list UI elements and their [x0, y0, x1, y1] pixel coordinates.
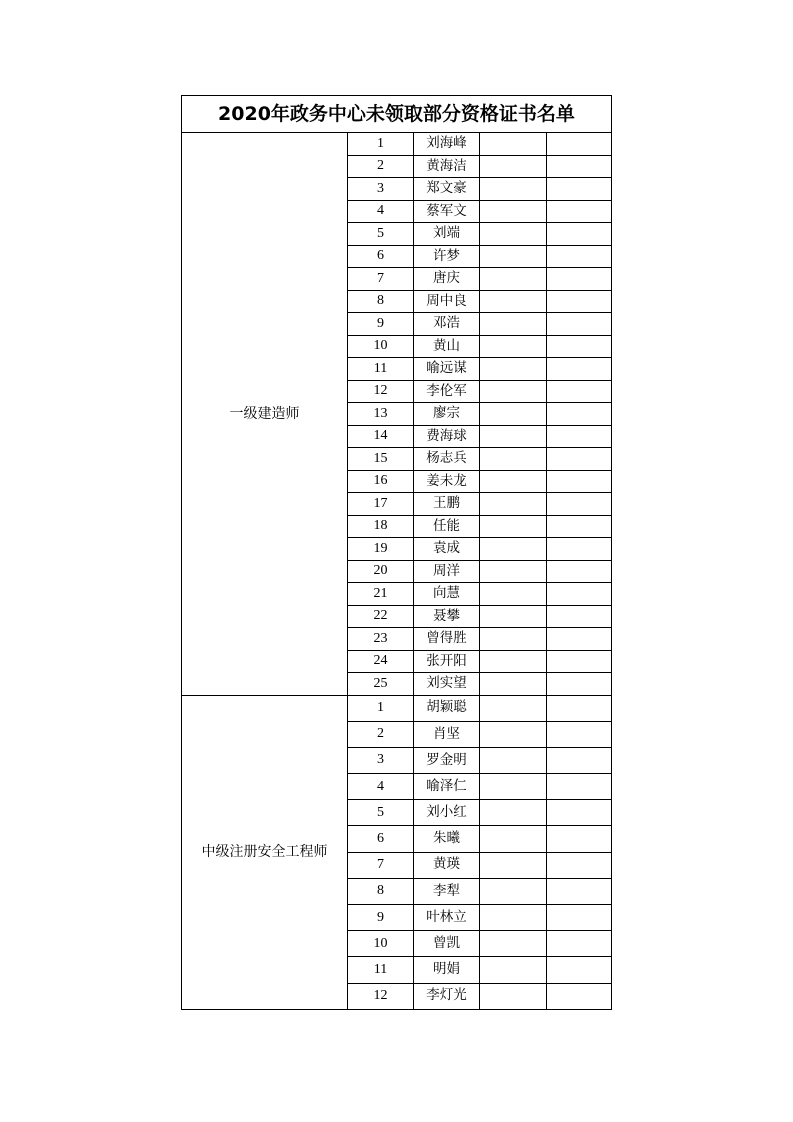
index-cell: 11 [348, 957, 414, 983]
name-cell: 刘实望 [414, 673, 480, 696]
empty-cell [547, 774, 612, 800]
empty-cell [547, 245, 612, 268]
index-cell: 25 [348, 673, 414, 696]
empty-cell [547, 650, 612, 673]
name-cell: 杨志兵 [414, 448, 480, 471]
empty-cell [480, 931, 547, 957]
empty-cell [480, 983, 547, 1009]
name-cell: 曾得胜 [414, 628, 480, 651]
name-cell: 唐庆 [414, 268, 480, 291]
empty-cell [547, 605, 612, 628]
name-cell: 李灯光 [414, 983, 480, 1009]
empty-cell [547, 721, 612, 747]
index-cell: 4 [348, 200, 414, 223]
empty-cell [480, 560, 547, 583]
empty-cell [480, 470, 547, 493]
empty-cell [480, 155, 547, 178]
empty-cell [480, 905, 547, 931]
name-cell: 任能 [414, 515, 480, 538]
index-cell: 8 [348, 878, 414, 904]
empty-cell [547, 826, 612, 852]
empty-cell [547, 852, 612, 878]
empty-cell [547, 583, 612, 606]
empty-cell [480, 358, 547, 381]
empty-cell [547, 425, 612, 448]
empty-cell [547, 448, 612, 471]
index-cell: 9 [348, 905, 414, 931]
empty-cell [480, 425, 547, 448]
empty-cell [547, 403, 612, 426]
name-cell: 喻远谋 [414, 358, 480, 381]
index-cell: 14 [348, 425, 414, 448]
empty-cell [480, 493, 547, 516]
name-cell: 曾凯 [414, 931, 480, 957]
name-cell: 王鹏 [414, 493, 480, 516]
name-cell: 费海球 [414, 425, 480, 448]
empty-cell [480, 583, 547, 606]
empty-cell [480, 605, 547, 628]
empty-cell [480, 852, 547, 878]
empty-cell [547, 673, 612, 696]
name-cell: 姜未龙 [414, 470, 480, 493]
empty-cell [547, 695, 612, 721]
index-cell: 9 [348, 313, 414, 336]
empty-cell [547, 983, 612, 1009]
name-cell: 黄海洁 [414, 155, 480, 178]
index-cell: 19 [348, 538, 414, 561]
empty-cell [480, 380, 547, 403]
index-cell: 16 [348, 470, 414, 493]
name-cell: 黄瑛 [414, 852, 480, 878]
name-cell: 张开阳 [414, 650, 480, 673]
index-cell: 15 [348, 448, 414, 471]
empty-cell [480, 673, 547, 696]
name-cell: 李伦军 [414, 380, 480, 403]
empty-cell [547, 931, 612, 957]
index-cell: 11 [348, 358, 414, 381]
index-cell: 12 [348, 983, 414, 1009]
name-cell: 周中良 [414, 290, 480, 313]
name-cell: 廖宗 [414, 403, 480, 426]
name-cell: 刘端 [414, 223, 480, 246]
name-cell: 袁成 [414, 538, 480, 561]
empty-cell [480, 628, 547, 651]
empty-cell [547, 905, 612, 931]
empty-cell [480, 515, 547, 538]
empty-cell [480, 800, 547, 826]
empty-cell [547, 358, 612, 381]
index-cell: 2 [348, 155, 414, 178]
empty-cell [480, 200, 547, 223]
index-cell: 4 [348, 774, 414, 800]
index-cell: 21 [348, 583, 414, 606]
empty-cell [547, 560, 612, 583]
name-cell: 刘小红 [414, 800, 480, 826]
index-cell: 13 [348, 403, 414, 426]
name-cell: 肖坚 [414, 721, 480, 747]
name-cell: 叶林立 [414, 905, 480, 931]
name-cell: 胡颖聪 [414, 695, 480, 721]
index-cell: 10 [348, 335, 414, 358]
empty-cell [547, 493, 612, 516]
name-cell: 周洋 [414, 560, 480, 583]
name-cell: 向慧 [414, 583, 480, 606]
empty-cell [547, 268, 612, 291]
empty-cell [547, 200, 612, 223]
empty-cell [480, 335, 547, 358]
index-cell: 7 [348, 268, 414, 291]
index-cell: 24 [348, 650, 414, 673]
index-cell: 6 [348, 245, 414, 268]
empty-cell [547, 628, 612, 651]
index-cell: 7 [348, 852, 414, 878]
name-cell: 明娟 [414, 957, 480, 983]
empty-cell [480, 878, 547, 904]
empty-cell [547, 538, 612, 561]
index-cell: 3 [348, 178, 414, 201]
empty-cell [480, 178, 547, 201]
empty-cell [547, 470, 612, 493]
empty-cell [547, 878, 612, 904]
empty-cell [547, 800, 612, 826]
empty-cell [480, 403, 547, 426]
empty-cell [480, 650, 547, 673]
name-cell: 罗金明 [414, 747, 480, 773]
name-cell: 许梦 [414, 245, 480, 268]
index-cell: 20 [348, 560, 414, 583]
empty-cell [480, 133, 547, 156]
index-cell: 17 [348, 493, 414, 516]
category-cell: 一级建造师 [182, 133, 348, 696]
table-row [182, 133, 612, 156]
index-cell: 1 [348, 695, 414, 721]
index-cell: 5 [348, 800, 414, 826]
category-cell: 中级注册安全工程师 [182, 695, 348, 1009]
index-cell: 23 [348, 628, 414, 651]
empty-cell [480, 313, 547, 336]
index-cell: 8 [348, 290, 414, 313]
index-cell: 3 [348, 747, 414, 773]
index-cell: 22 [348, 605, 414, 628]
name-cell: 刘海峰 [414, 133, 480, 156]
empty-cell [547, 133, 612, 156]
empty-cell [547, 335, 612, 358]
name-cell: 李犁 [414, 878, 480, 904]
empty-cell [547, 957, 612, 983]
name-cell: 黄山 [414, 335, 480, 358]
empty-cell [547, 515, 612, 538]
empty-cell [480, 268, 547, 291]
index-cell: 18 [348, 515, 414, 538]
index-cell: 6 [348, 826, 414, 852]
index-cell: 10 [348, 931, 414, 957]
name-cell: 郑文豪 [414, 178, 480, 201]
empty-cell [547, 313, 612, 336]
empty-cell [547, 155, 612, 178]
index-cell: 12 [348, 380, 414, 403]
certificate-list-table [181, 95, 612, 1010]
empty-cell [547, 290, 612, 313]
empty-cell [480, 448, 547, 471]
table-row [182, 695, 612, 721]
empty-cell [480, 957, 547, 983]
empty-cell [480, 747, 547, 773]
index-cell: 1 [348, 133, 414, 156]
empty-cell [480, 538, 547, 561]
index-cell: 2 [348, 721, 414, 747]
name-cell: 朱曦 [414, 826, 480, 852]
index-cell: 5 [348, 223, 414, 246]
empty-cell [547, 747, 612, 773]
document-title: 2020年政务中心未领取部分资格证书名单 [182, 96, 612, 133]
empty-cell [480, 245, 547, 268]
empty-cell [547, 380, 612, 403]
empty-cell [480, 223, 547, 246]
name-cell: 邓浩 [414, 313, 480, 336]
empty-cell [480, 721, 547, 747]
empty-cell [547, 178, 612, 201]
empty-cell [480, 695, 547, 721]
name-cell: 聂攀 [414, 605, 480, 628]
empty-cell [480, 826, 547, 852]
name-cell: 喻泽仁 [414, 774, 480, 800]
empty-cell [480, 290, 547, 313]
title-row [182, 96, 612, 133]
empty-cell [480, 774, 547, 800]
name-cell: 蔡军文 [414, 200, 480, 223]
empty-cell [547, 223, 612, 246]
